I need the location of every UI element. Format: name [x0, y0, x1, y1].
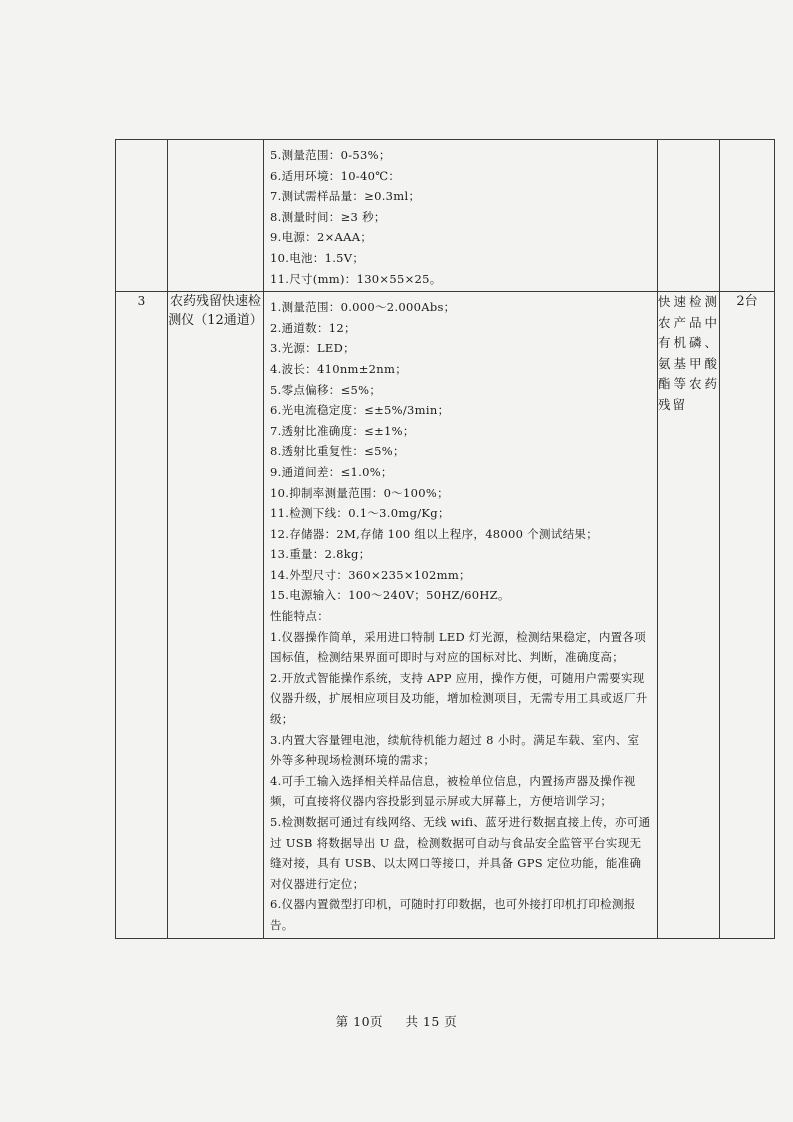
spec-line: 10.抑制率测量范围：0～100%； — [270, 485, 449, 500]
page-total: 共 15 页 — [405, 1014, 458, 1029]
cell-number-continued — [116, 140, 168, 292]
spec-line: 13.重量：2.8kg； — [270, 547, 371, 562]
table-row-item-3 — [116, 292, 775, 938]
spec-list-continued — [264, 140, 657, 291]
spec-line: 3.光源：LED； — [270, 341, 355, 356]
feature-paragraph: 2.开放式智能操作系统，支持 APP 应用，操作方便，可随用户需要实现仪器升级，扩展相应项目及功能，增加检测项目，无需专用工具或返厂升级； — [270, 670, 648, 727]
feature-paragraph: 3.内置大容量锂电池，续航待机能力超过 8 小时。满足车载、室内、室外等多种现场检测环境的需求； — [270, 732, 640, 768]
spec-line: 5.测量范围：0-53%； — [270, 148, 391, 162]
equipment-spec-table — [115, 139, 775, 939]
spec-line: 11.尺寸(mm)：130×55×25。 — [270, 271, 442, 286]
spec-line: 10.电池：1.5V； — [270, 250, 365, 265]
cell-specs-item-3 — [264, 292, 658, 938]
page-number: 第 10页 — [335, 1014, 384, 1029]
feature-paragraph: 6.仪器内置微型打印机，可随时打印数据，也可外接打印机打印检测报告。 — [270, 897, 636, 932]
feature-paragraph: 5.检测数据可通过有线网络、无线 wifi、蓝牙进行数据直接上传，亦可通过 USB 将数据导出 U 盘，检测数据可自动与食品安全监管平台实现无缝对接，具有 USB、以太网口等接口，并具备 GPS 定位功能，能准确对仪器进行定位； — [270, 815, 651, 891]
table-row-continued — [116, 140, 775, 292]
spec-list-item-3 — [264, 292, 657, 937]
cell-purpose-continued — [658, 140, 720, 292]
spec-line: 性能特点： — [270, 609, 329, 624]
spec-line: 11.检测下线：0.1～3.0mg/Kg； — [270, 506, 450, 521]
spec-line: 2.通道数：12； — [270, 320, 356, 335]
spec-line: 7.测试需样品量：≥0.3ml； — [270, 189, 421, 204]
spec-line: 8.透射比重复性：≤5%； — [270, 444, 405, 459]
cell-specs-continued — [264, 140, 658, 292]
item-quantity: 2台 — [720, 292, 775, 938]
spec-line: 9.通道间差：≤1.0%； — [270, 464, 393, 479]
spec-line: 8.测量时间：≥3 秒； — [270, 209, 386, 224]
spec-line: 7.透射比准确度：≤±1%； — [270, 423, 415, 438]
spec-line: 9.电源：2×AAA； — [270, 230, 373, 245]
item-name: 农药残留快速检测仪（12通道） — [168, 292, 264, 938]
cell-name-continued — [168, 140, 264, 292]
spec-line: 15.电源输入：100～240V；50HZ/60HZ。 — [270, 588, 510, 603]
cell-quantity-continued — [720, 140, 775, 292]
spec-line: 4.波长：410nm±2nm； — [270, 361, 407, 376]
spec-line: 5.零点偏移：≤5%； — [270, 382, 382, 397]
spec-line: 6.适用环境：10-40℃： — [270, 168, 401, 183]
item-number: 3 — [116, 292, 168, 938]
page-footer — [0, 1012, 793, 1030]
spec-line: 1.测量范围：0.000～2.000Abs； — [270, 300, 456, 315]
feature-paragraph: 4.可手工输入选择相关样品信息，被检单位信息，内置扬声器及操作视频，可直接将仪器内容投影到显示屏或大屏幕上，方便培训学习； — [270, 773, 636, 809]
spec-line: 12.存储器：2M,存储 100 组以上程序，48000 个测试结果； — [270, 526, 599, 541]
feature-paragraph: 1.仪器操作简单，采用进口特制 LED 灯光源，检测结果稳定，内置各项国标值，检测结果界面可即时与对应的国标对比、判断，准确度高； — [270, 629, 647, 665]
spec-line: 6.光电流稳定度：≤±5%/3min； — [270, 403, 450, 418]
item-purpose: 快速检测农产品中有机磷、氨基甲酸酯等农药残留 — [658, 292, 720, 938]
spec-line: 14.外型尺寸：360×235×102mm； — [270, 567, 471, 582]
